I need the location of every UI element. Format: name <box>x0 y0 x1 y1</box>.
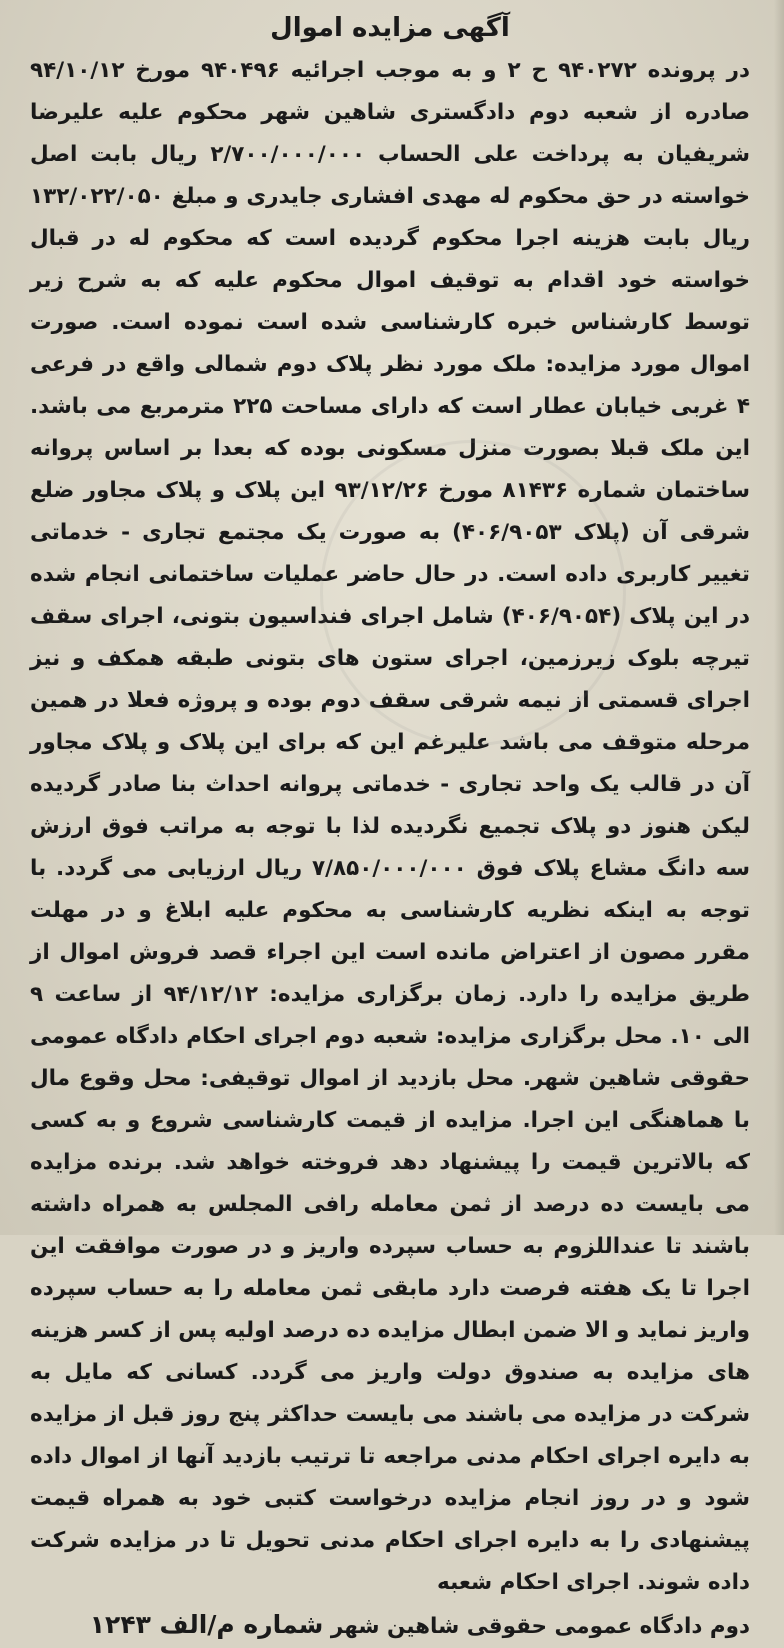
notice-title: آگهی مزایده اموال <box>270 13 510 43</box>
page-edge-shadow <box>774 0 784 1235</box>
notice-number: شماره م/الف ۱۲۴۳ <box>89 1610 324 1639</box>
notice-signature-line <box>30 1604 750 1648</box>
notice-body <box>30 50 750 1604</box>
notice-paragraph: در پرونده ۹۴۰۲۷۲ ح ۲ و به موجب اجرائیه ۹۴۰۴۹۶ مورخ ۹۴/۱۰/۱۲ صادره از شعبه دوم دادگستری شاهین شهر محکوم علیه علیرضا شریفیان به پرداخت علی الحساب ۲/۷۰۰/۰۰۰/۰۰۰ ریال بابت اصل خواسته در حق محکوم له مهدی افشاری جایدری و مبلغ ۱۳۲/۰۲۲/۰۵۰ ریال بابت هزینه اجرا محکوم گردیده است که محکوم له در قبال خواسته خود اقدام به توقیف اموال محکوم علیه که به شرح زیر توسط کارشناس خبره کارشناسی شده است نموده است. صورت اموال مورد مزایده: ملک مورد نظر پلاک دوم شمالی واقع در فرعی ۴ غربی خیابان عطار است که دارای مساحت ۲۲۵ مترمربع می باشد. این ملک قبلا بصورت منزل مسکونی بوده که بعدا بر اساس پروانه ساختمان شماره ۸۱۴۳۶ مورخ ۹۳/۱۲/۲۶ این پلاک و پلاک مجاور ضلع شرقی آن (پلاک ۴۰۶/۹۰۵۳) به صورت یک مجتمع تجاری - خدماتی تغییر کاربری داده است. در حال حاضر عملیات ساختمانی انجام شده در این پلاک (۴۰۶/۹۰۵۴) شامل اجرای فنداسیون بتونی، اجرای سقف تیرچه بلوک زیرزمین، اجرای ستون های بتونی طبقه همکف و نیز اجرای قسمتی از نیمه شرقی سقف دوم بوده و پروژه فعلا در همین مرحله متوقف می باشد علیرغم این که برای این پلاک و پلاک مجاور آن در قالب یک واحد تجاری - خدماتی پروانه احداث بنا صادر گردیده لیکن هنوز دو پلاک تجمیع نگردیده لذا با توجه به مراتب فوق ارزش سه دانگ مشاع پلاک فوق ۷/۸۵۰/۰۰۰/۰۰۰ ریال ارزیابی می گردد. با توجه به اینکه نظریه کارشناسی به محکوم علیه ابلاغ و در مهلت مقرر مصون از اعتراض مانده است این اجراء قصد فروش اموال از طریق مزایده را دارد. زمان برگزاری مزایده: ۹۴/۱۲/۱۲ از ساعت ۹ الی ۱۰. محل برگزاری مزایده: شعبه دوم اجرای احکام دادگاه عمومی حقوقی شاهین شهر. محل بازدید از اموال توقیفی: محل وقوع مال با هماهنگی این اجرا. مزایده از قیمت کارشناسی شروع و به کسی که بالاترین قیمت را پیشنهاد دهد فروخته خواهد شد. برنده مزایده می بایست ده درصد از ثمن معامله رافی المجلس به همراه داشته باشند تا عنداللزوم به حساب سپرده واریز و در صورت موافقت این اجرا تا یک هفته فرصت دارد مابقی ثمن معامله را به حساب سپرده واریز نماید و الا ضمن ابطال مزایده ده درصد اولیه پس از کسر هزینه های مزایده به صندوق دولت واریز می گردد. کسانی که مایل به شرکت در مزایده می باشند می بایست حداکثر پنج روز قبل از مزایده به دایره اجرای احکام مدنی مراجعه تا ترتیب بازدید آنها از اموال داده شود و در روز انجام مزایده درخواست کتبی خود به همراه قیمت پیشنهادی را به دایره اجرای احکام مدنی تحویل تا در مزایده شرکت داده شوند. اجرای احکام شعبه <box>30 58 750 1595</box>
court-signature: دوم دادگاه عمومی حقوقی شاهین شهر <box>330 1614 750 1639</box>
